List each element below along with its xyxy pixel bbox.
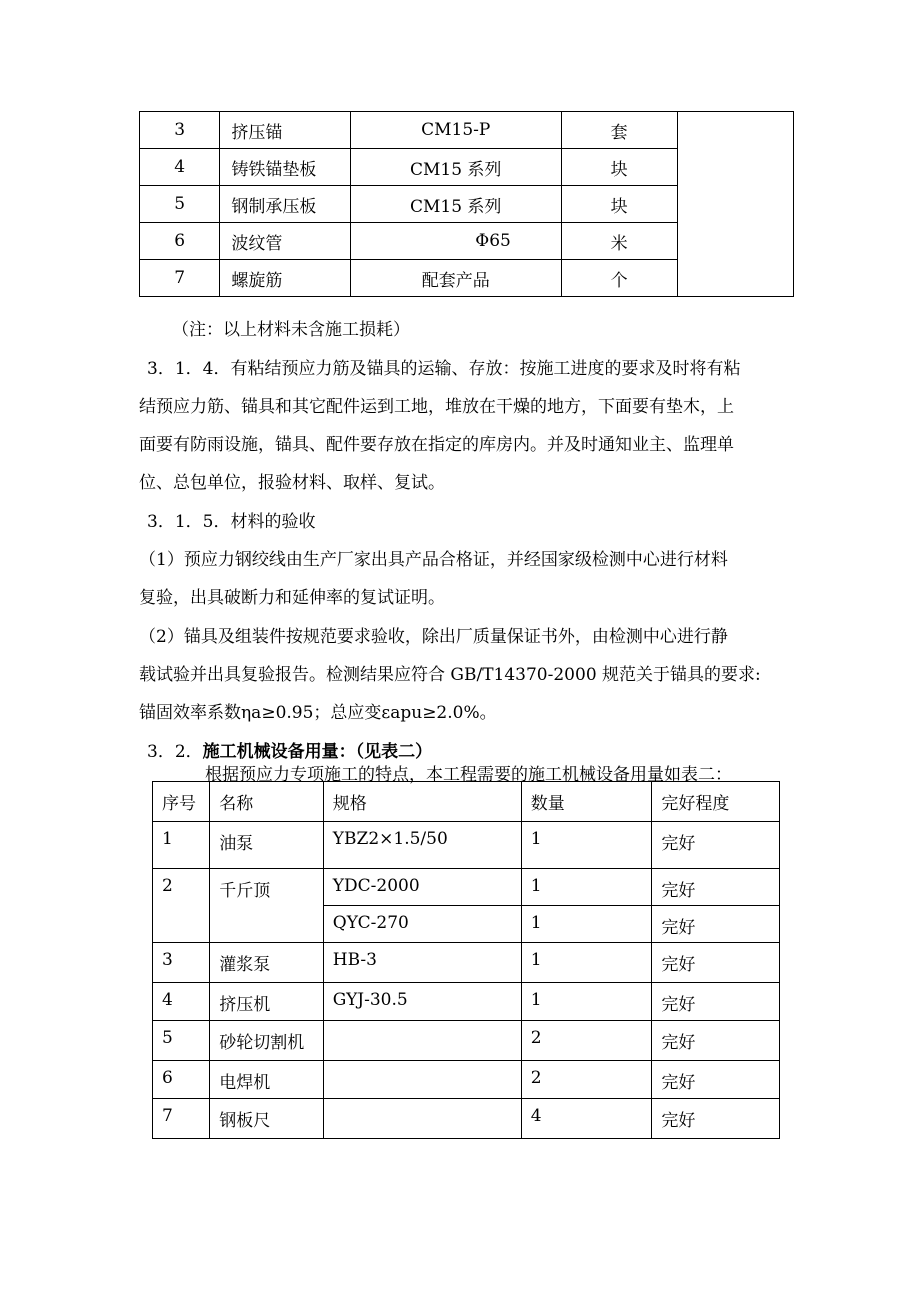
material-spec: 配套产品: [350, 260, 561, 297]
section-title: 施工机械设备用量：（见表二）: [202, 742, 433, 762]
table-row: [153, 869, 780, 906]
material-unit: 套: [561, 112, 677, 149]
cell-name: 千斤顶: [210, 869, 324, 943]
cell-name: 挤压机: [210, 983, 324, 1021]
cell-qty: 1: [521, 869, 652, 906]
table-row: [153, 822, 780, 869]
material-spec: Φ65: [350, 223, 561, 260]
material-unit: 块: [561, 186, 677, 223]
table-row: [140, 112, 794, 149]
cell-qty: 1: [521, 822, 652, 869]
cell-condition: 完好: [652, 822, 780, 869]
cell-condition: 完好: [652, 983, 780, 1021]
cell-condition: 完好: [652, 1099, 780, 1139]
row-index: 7: [140, 260, 220, 297]
cell-spec: QYC-270: [323, 906, 521, 943]
cell-qty: 1: [521, 983, 652, 1021]
cell-name: 砂轮切割机: [210, 1021, 324, 1061]
cell-spec: [323, 1099, 521, 1139]
section-3-1-5-paragraph: 复验，出具破断力和延伸率的复试证明。: [139, 588, 445, 608]
cell-spec: YDC-2000: [323, 869, 521, 906]
section-3-1-4-line: 3．1．4．有粘结预应力筋及锚具的运输、存放：按施工进度的要求及时将有粘: [147, 359, 741, 379]
material-name: 铸铁锚垫板: [220, 149, 350, 186]
section-3-1-5-paragraph: 锚固效率系数ηa≥0.95；总应变εapu≥2.0%。: [139, 703, 497, 723]
header-qty: 数量: [521, 782, 652, 822]
blank-column: [677, 112, 793, 297]
material-spec: CM15-P: [350, 112, 561, 149]
section-3-2-heading: [0, 737, 920, 762]
equipment-table: [152, 781, 780, 1139]
cell-qty: 2: [521, 1061, 652, 1099]
table-row: [153, 1061, 780, 1099]
table-row: [153, 983, 780, 1021]
cell-condition: 完好: [652, 869, 780, 906]
section-3-1-5-paragraph: 载试验并出具复验报告。检测结果应符合 GB/T14370-2000 规范关于锚具的要求:: [139, 665, 761, 685]
table-row: [153, 1099, 780, 1139]
equipment-intro: 根据预应力专项施工的特点，本工程需要的施工机械设备用量如表二：: [205, 765, 732, 785]
material-name: 螺旋筋: [220, 260, 350, 297]
materials-table: [139, 111, 794, 297]
row-index: 6: [140, 223, 220, 260]
material-name: 钢制承压板: [220, 186, 350, 223]
header-name: 名称: [210, 782, 324, 822]
cell-qty: 1: [521, 943, 652, 983]
cell-no: 3: [153, 943, 210, 983]
cell-no: 2: [153, 869, 210, 943]
cell-condition: 完好: [652, 1021, 780, 1061]
section-3-1-5-paragraph: （2）锚具及组装件按规范要求验收，除出厂质量保证书外，由检测中心进行静: [139, 627, 728, 647]
material-unit: 个: [561, 260, 677, 297]
row-index: 3: [140, 112, 220, 149]
header-condition: 完好程度: [652, 782, 780, 822]
cell-condition: 完好: [652, 943, 780, 983]
section-3-1-4-line: 面要有防雨设施，锚具、配件要存放在指定的库房内。并及时通知业主、监理单: [139, 435, 734, 455]
cell-condition: 完好: [652, 1061, 780, 1099]
cell-no: 6: [153, 1061, 210, 1099]
cell-spec: YBZ2×1.5/50: [323, 822, 521, 869]
table-header-row: [153, 782, 780, 822]
material-name: 挤压锚: [220, 112, 350, 149]
header-spec: 规格: [323, 782, 521, 822]
cell-name: 电焊机: [210, 1061, 324, 1099]
row-index: 5: [140, 186, 220, 223]
cell-qty: 2: [521, 1021, 652, 1061]
section-number: 3．2．: [147, 742, 203, 762]
section-3-1-5-paragraph: （1）预应力钢绞线由生产厂家出具产品合格证，并经国家级检测中心进行材料: [139, 550, 728, 570]
cell-name: 油泵: [210, 822, 324, 869]
cell-qty: 4: [521, 1099, 652, 1139]
table-row: [153, 943, 780, 983]
cell-spec: HB-3: [323, 943, 521, 983]
cell-spec: [323, 1061, 521, 1099]
cell-spec: [323, 1021, 521, 1061]
section-3-1-4-line: 结预应力筋、锚具和其它配件运到工地，堆放在干燥的地方，下面要有垫木，上: [139, 397, 734, 417]
section-3-1-5-title: 3．1．5．材料的验收: [147, 512, 316, 532]
section-3-1-4-line: 位、总包单位，报验材料、取样、复试。: [139, 473, 445, 493]
material-unit: 米: [561, 223, 677, 260]
cell-no: 7: [153, 1099, 210, 1139]
cell-no: 4: [153, 983, 210, 1021]
material-spec: CM15 系列: [350, 149, 561, 186]
materials-note: （注：以上材料未含施工损耗）: [172, 320, 410, 340]
cell-name: 钢板尺: [210, 1099, 324, 1139]
cell-condition: 完好: [652, 906, 780, 943]
cell-qty: 1: [521, 906, 652, 943]
table-row: [153, 1021, 780, 1061]
cell-no: 1: [153, 822, 210, 869]
material-unit: 块: [561, 149, 677, 186]
cell-spec: GYJ-30.5: [323, 983, 521, 1021]
material-name: 波纹管: [220, 223, 350, 260]
material-spec: CM15 系列: [350, 186, 561, 223]
cell-name: 灌浆泵: [210, 943, 324, 983]
row-index: 4: [140, 149, 220, 186]
header-no: 序号: [153, 782, 210, 822]
cell-no: 5: [153, 1021, 210, 1061]
